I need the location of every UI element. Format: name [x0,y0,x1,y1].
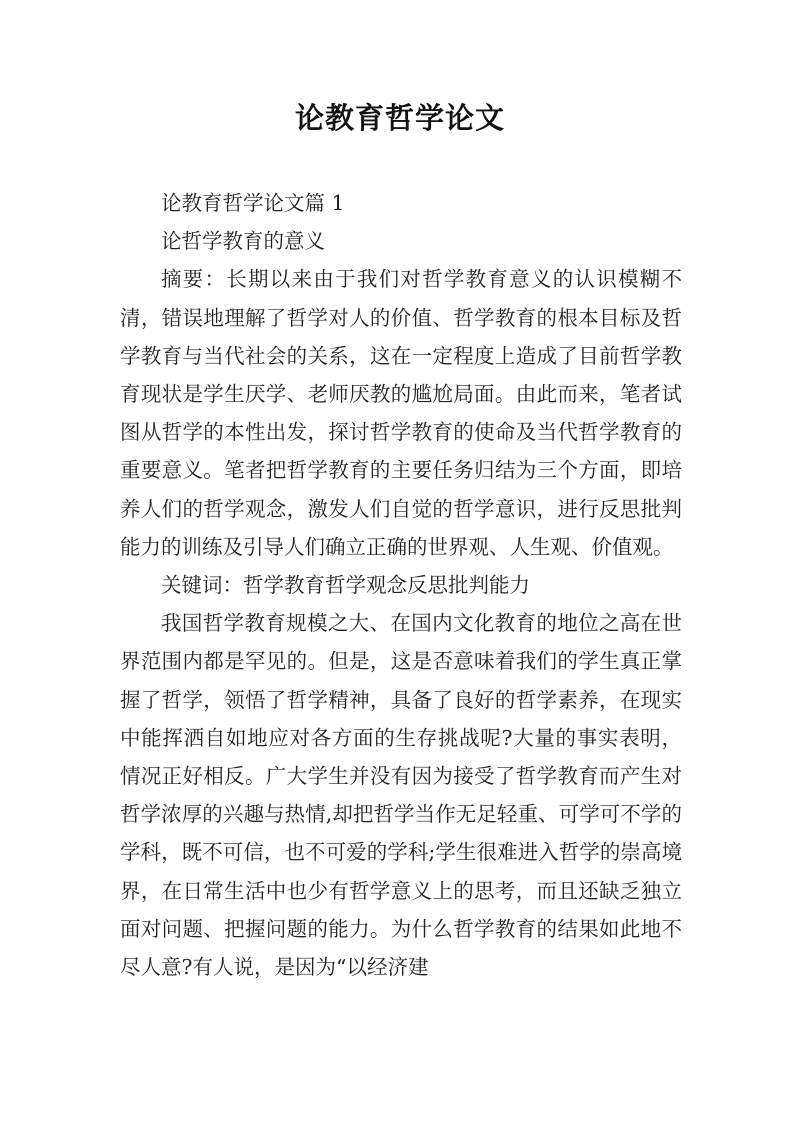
section-heading: 论教育哲学论文篇 1 [161,191,345,215]
document-body [120,184,682,986]
keywords-line: 关键词：哲学教育哲学观念反思批判能力 [161,573,530,598]
document-title: 论教育哲学论文 [294,101,505,135]
abstract-paragraph: 摘要：长期以来由于我们对哲学教育意义的认识模糊不清，错误地理解了哲学对人的价值、哲学教育的根本目标及哲学教育与当代社会的关系，这在一定程度上造成了目前哲学教育现状是学生厌学、老师厌教的尴尬局面。由此而来，笔者试图从哲学的本性出发，探讨哲学教育的使命及当代哲学教育的重要意义。笔者把哲学教育的主要任务归结为三个方面，即培养人们的哲学观念，激发人们自觉的哲学意识，进行反思批判能力的训练及引导人们确立正确的世界观、人生观、价值观。 [120,267,682,559]
body-paragraph: 我国哲学教育规模之大、在国内文化教育的地位之高在世界范围内都是罕见的。但是，这是否意味着我们的学生真正掌握了哲学，领悟了哲学精神，具备了良好的哲学素养，在现实中能挥洒自如地应对各方面的生存挑战呢?大量的事实表明，情况正好相反。广大学生并没有因为接受了哲学教育而产生对哲学浓厚的兴趣与热情,却把哲学当作无足轻重、可学可不学的学科，既不可信，也不可爱的学科;学生很难进入哲学的崇高境界，在日常生活中也少有哲学意义上的思考，而且还缺乏独立面对问题、把握问题的能力。为什么哲学教育的结果如此地不尽人意?有人说，是因为“以经济建 [120,611,682,980]
article-subtitle: 论哲学教育的意义 [161,229,325,254]
